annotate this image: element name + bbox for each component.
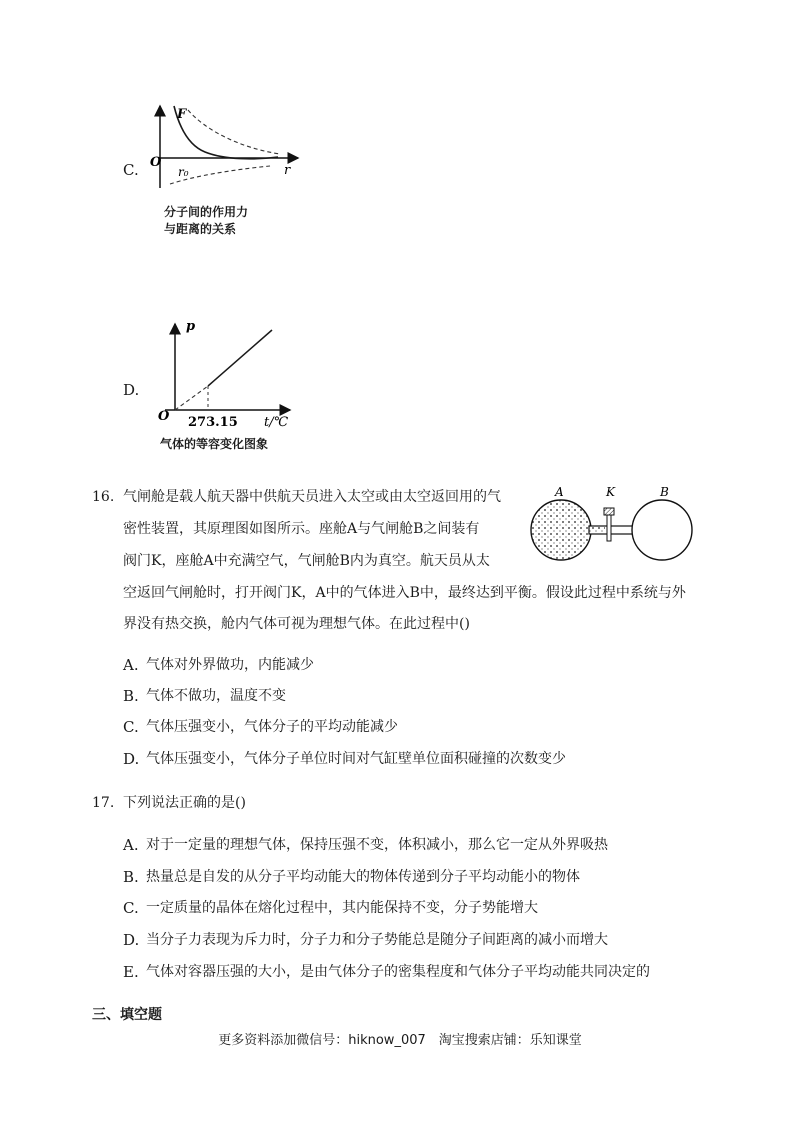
graph-c-caption-line1: 分子间的作用力 bbox=[164, 205, 249, 219]
q17-option-d-label: D. bbox=[123, 931, 140, 949]
q17-option-b-label: B. bbox=[123, 868, 139, 886]
repulsive-force-curve bbox=[188, 110, 280, 154]
q16-option-c-label: C. bbox=[123, 718, 139, 736]
graph-c-caption-line2: 与距离的关系 bbox=[164, 222, 237, 236]
valve-k-handle bbox=[604, 508, 614, 515]
label-b: B bbox=[660, 485, 669, 499]
q17-option-e: 气体对容器压强的大小，是由气体分子的密集程度和气体分子平均动能共同决定的 bbox=[146, 964, 650, 980]
label-k: K bbox=[606, 485, 615, 499]
q16-option-b-label: B. bbox=[123, 687, 139, 705]
graph-d-caption: 气体的等容变化图象 bbox=[160, 437, 269, 451]
q16-line-4: 空返回气闸舱时，打开阀门K，A中的气体进入B中，最终达到平衡。假设此过程中系统与外 bbox=[123, 585, 686, 601]
q16-answer-paren: () bbox=[459, 616, 470, 632]
option-d-label: D. bbox=[123, 381, 140, 399]
p-axis-label: p bbox=[186, 319, 196, 334]
q17-option-a-label: A. bbox=[123, 836, 139, 854]
t-axis-label: t/℃ bbox=[264, 415, 289, 430]
q17-answer-paren: () bbox=[235, 795, 246, 811]
f-axis-label: F bbox=[177, 107, 187, 122]
pressure-line bbox=[208, 330, 272, 386]
r-axis-label: r bbox=[284, 163, 291, 178]
label-a: A bbox=[555, 485, 564, 499]
extrapolated-line bbox=[175, 386, 208, 410]
airlock-figure bbox=[525, 484, 695, 564]
origin-label: O bbox=[150, 155, 162, 170]
q17-option-b: 热量总是自发的从分子平均动能大的物体传递到分子平均动能小的物体 bbox=[146, 869, 580, 885]
q16-option-b: 气体不做功，温度不变 bbox=[146, 688, 286, 704]
cabin-b bbox=[632, 500, 692, 560]
q17-number: 17. bbox=[92, 795, 115, 811]
q16-option-c: 气体压强变小，气体分子的平均动能减少 bbox=[146, 719, 398, 735]
q16-line-5: 界没有热交换，舱内气体可视为理想气体。在此过程中 bbox=[123, 616, 459, 632]
q16-number: 16. bbox=[92, 489, 115, 505]
footer-text: 更多资料添加微信号：hiknow_007 淘宝搜索店铺：乐知课堂 bbox=[218, 1033, 582, 1048]
origin-d-label: O bbox=[158, 409, 170, 424]
cabin-a bbox=[531, 500, 591, 560]
isochoric-graph bbox=[150, 312, 300, 432]
option-c-label: C. bbox=[123, 161, 139, 179]
q16-line-3: 阀门K，座舱A中充满空气，气闸舱B内为真空。航天员从太 bbox=[123, 553, 490, 569]
q16-line-2: 密性装置，其原理图如图所示。座舱A与气闸舱B之间装有 bbox=[123, 521, 480, 537]
q16-option-d-label: D. bbox=[123, 750, 140, 768]
section-title: 三、填空题 bbox=[92, 1007, 162, 1023]
q17-stem: 下列说法正确的是 bbox=[123, 795, 235, 811]
q17-option-e-label: E. bbox=[123, 963, 139, 981]
q17-option-c-label: C. bbox=[123, 899, 139, 917]
q16-line-1: 气闸舱是载人航天器中供航天员进入太空或由太空返回用的气 bbox=[123, 489, 501, 505]
q16-option-a: 气体对外界做功，内能减少 bbox=[146, 657, 314, 673]
q17-option-a: 对于一定量的理想气体，保持压强不变，体积减小，那么它一定从外界吸热 bbox=[146, 837, 608, 853]
q16-option-a-label: A. bbox=[123, 656, 139, 674]
tick-value-label: 273.15 bbox=[188, 415, 238, 430]
r0-label: r₀ bbox=[178, 165, 189, 179]
q17-option-c: 一定质量的晶体在熔化过程中，其内能保持不变，分子势能增大 bbox=[146, 900, 538, 916]
q16-option-d: 气体压强变小，气体分子单位时间对气缸壁单位面积碰撞的次数变少 bbox=[146, 751, 566, 767]
q17-option-d: 当分子力表现为斥力时，分子力和分子势能总是随分子间距离的减小而增大 bbox=[146, 932, 608, 948]
molecular-force-graph bbox=[150, 100, 310, 190]
valve-k-stem bbox=[607, 515, 611, 541]
